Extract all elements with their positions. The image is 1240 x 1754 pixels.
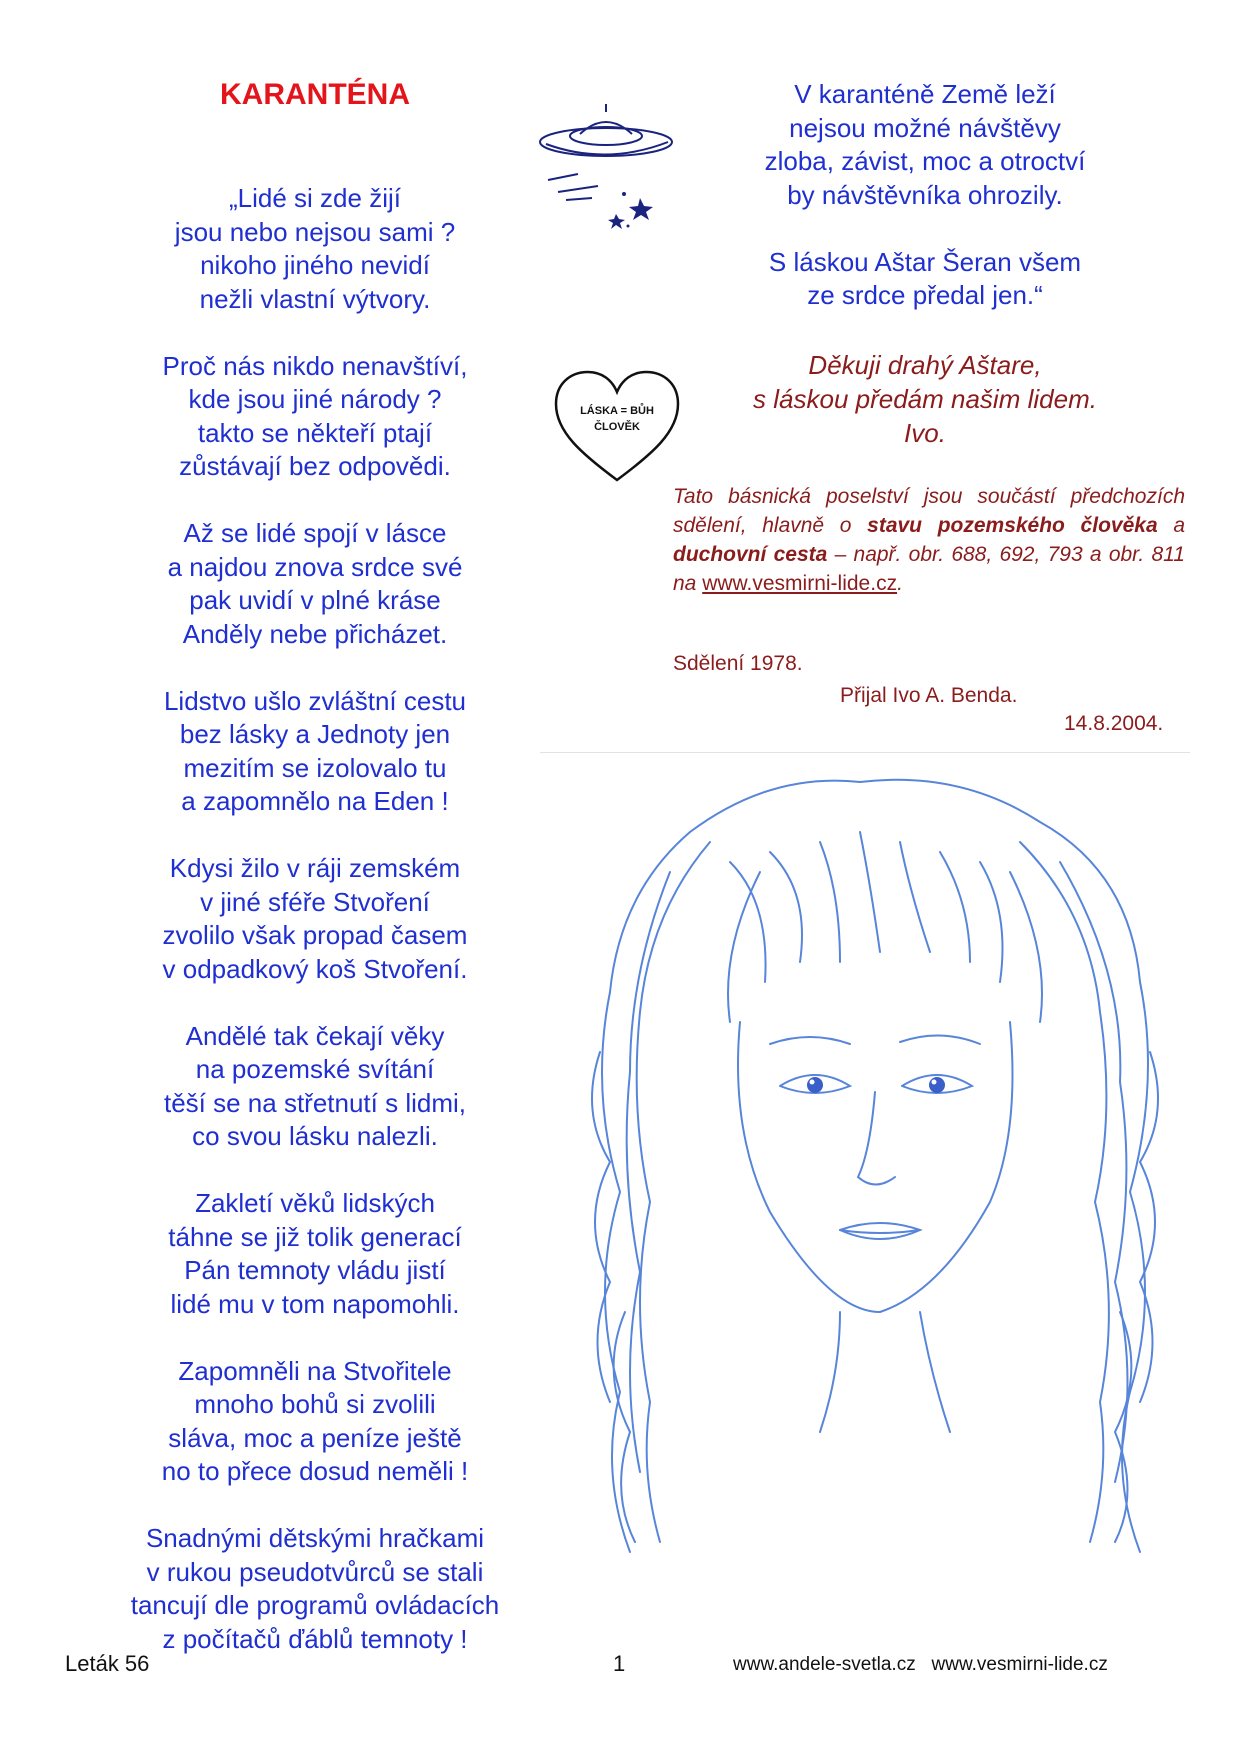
signature-date: 14.8.2004. (1064, 712, 1164, 735)
poem-left-line: nikoho jiného nevidí (200, 250, 430, 280)
poem-left-line: Snadnými dětskými hračkami (145, 1523, 485, 1553)
poem-left-line: Zakletí věků lidských (195, 1188, 435, 1218)
poem-right (715, 78, 1135, 346)
poem-right-stanza (715, 78, 1135, 212)
poem-left-stanza (95, 1020, 535, 1154)
signature-received: Přijal Ivo A. Benda. (840, 684, 1018, 707)
poem-left-line: z počítačů ďáblů temnoty ! (162, 1623, 468, 1654)
poem-left-line: Kdysi žilo v ráji zemském (169, 853, 461, 883)
poem-left-line: táhne se již tolik generací (168, 1221, 462, 1252)
poem-left-line: těší se na střetnutí s lidmi, (163, 1087, 466, 1118)
poem-right-line: V karanténě Země leží (794, 79, 1056, 109)
signature-year: Sdělení 1978. (673, 652, 803, 675)
leaflet-number: Leták 56 (65, 1651, 150, 1676)
poem-left (95, 182, 535, 1690)
poem-right-line: by návštěvníka ohrozily. (787, 179, 1063, 210)
poem-left-line: na pozemské svítání (195, 1054, 435, 1084)
poem-left-line: takto se někteří ptají (197, 417, 433, 448)
heart-icon (552, 368, 682, 484)
poem-left-line: mnoho bohů si zvolili (194, 1389, 436, 1419)
poem-left-stanza (95, 1355, 535, 1489)
note-bold-2: duchovní cesta (673, 543, 828, 566)
poem-left-line: v jiné sféře Stvoření (200, 886, 430, 917)
poem-left-line: Zapomněli na Stvořitele (178, 1355, 452, 1386)
poem-left-line: „Lidé si zde žijí (229, 183, 401, 213)
poem-left-line: v odpadkový koš Stvoření. (162, 953, 468, 984)
poem-left-line: no to přece dosud neměli ! (161, 1456, 469, 1486)
poem-left-line: pak uvidí v plné kráse (189, 585, 441, 615)
poem-left-line: lidé mu v tom napomohli. (170, 1288, 460, 1319)
poem-left-stanza (95, 517, 535, 651)
poem-right-stanza (715, 246, 1135, 313)
poem-left-line: sláva, moc a peníze ještě (168, 1422, 462, 1453)
poem-left-line: Proč nás nikdo nenavštíví, (162, 350, 468, 381)
note-text-4: . (897, 572, 903, 595)
poem-left-line: kde jsou jiné národy ? (188, 384, 442, 414)
poem-left-line: v rukou pseudotvůrců se stali (146, 1556, 484, 1587)
thanks-line: s láskou předám našim lidem. (753, 384, 1097, 414)
poem-right-line: ze srdce předal jen.“ (807, 280, 1043, 310)
footer-urls[interactable]: www.andele-svetla.cz www.vesmirni-lide.cz (733, 1654, 1108, 1675)
page-number: 1 (613, 1651, 626, 1676)
page-title: KARANTÉNA (220, 78, 410, 111)
poem-left-stanza (95, 182, 535, 316)
note-text-3: – např. obr. 688, 692, 793 a obr. 811 na (673, 543, 1185, 595)
poem-left-line: Anděly nebe přicházet. (182, 618, 448, 649)
poem-left-line: a najdou znova srdce své (167, 551, 463, 582)
thanks-line: Děkuji drahý Aštare, (808, 350, 1042, 380)
poem-left-stanza (95, 685, 535, 819)
poem-left-stanza (95, 852, 535, 986)
woman-portrait-drawing (540, 752, 1200, 1582)
heart-text-2: ČLOVĚK (594, 421, 640, 433)
poem-left-line: zvolilo však propad časem (162, 920, 468, 950)
note-text-1: Tato básnická poselství jsou součástí předchozích sdělení, hlavně o (673, 485, 1185, 537)
poem-left-line: a zapomnělo na Eden ! (181, 786, 449, 816)
poem-left-line: nežli vlastní výtvory. (199, 283, 431, 314)
poem-right-line: S láskou Aštar Šeran všem (768, 246, 1082, 277)
poem-left-line: Až se lidé spojí v lásce (183, 518, 447, 548)
poem-right-line: nejsou možné návštěvy (789, 112, 1061, 143)
poem-left-line: Lidstvo ušlo zvláštní cestu (163, 685, 467, 716)
note-text-2: a (1173, 514, 1185, 537)
poem-left-stanza (95, 1522, 535, 1656)
poem-left-line: zůstávají bez odpovědi. (179, 451, 451, 481)
poem-left-line: bez lásky a Jednoty jen (179, 719, 451, 749)
poem-left-stanza (95, 350, 535, 484)
poem-left-line: tancují dle programů ovládacích (130, 1590, 500, 1620)
ufo-icon (528, 104, 688, 234)
thanks-text (715, 348, 1135, 450)
poem-left-stanza (95, 1187, 535, 1321)
poem-left-line: co svou lásku nalezli. (192, 1121, 438, 1151)
poem-right-line: zloba, závist, moc a otroctví (764, 146, 1086, 176)
poem-left-line: Andělé tak čekají věky (185, 1020, 445, 1051)
note-paragraph (673, 482, 1185, 598)
heart-text-1: LÁSKA = BŮH (580, 405, 654, 417)
poem-left-line: jsou nebo nejsou sami ? (174, 216, 456, 247)
thanks-line: Ivo. (904, 418, 946, 448)
note-bold-1: stavu pozemského člověka (867, 514, 1158, 537)
poem-left-line: Pán temnoty vládu jistí (184, 1255, 446, 1285)
poem-left-line: mezitím se izolovalo tu (183, 752, 447, 783)
note-link[interactable]: www.vesmirni-lide.cz (702, 572, 898, 595)
